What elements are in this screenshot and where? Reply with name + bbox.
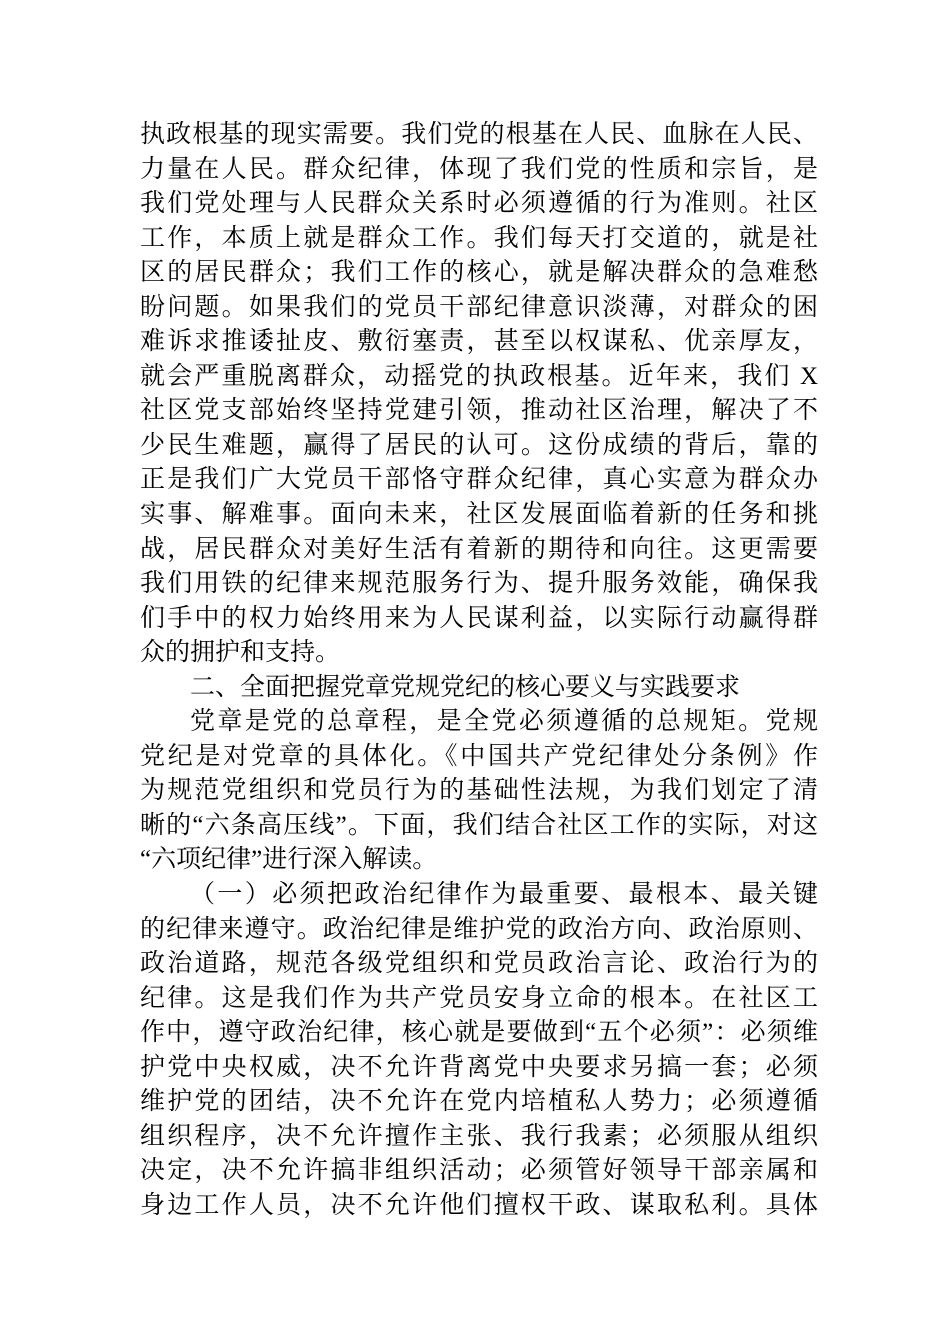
text-line: 我们党处理与人民群众关系时必须遵循的行为准则。社区 bbox=[140, 190, 818, 218]
section-heading-2 bbox=[140, 671, 818, 706]
text-line: “六项纪律”进行深入解读。 bbox=[140, 846, 438, 874]
text-column bbox=[140, 118, 818, 1224]
text-line: 纪律。这是我们作为共产党员安身立命的根本。在社区工 bbox=[140, 984, 818, 1012]
text-line: 众的拥护和支持。 bbox=[140, 639, 341, 667]
heading-line: 二、全面把握党章党规党纪的核心要义与实践要求 bbox=[190, 673, 741, 701]
text-line: 盼问题。如果我们的党员干部纪律意识淡薄，对群众的困 bbox=[140, 293, 818, 321]
text-line: 作中，遵守政治纪律，核心就是要做到“五个必须”：必须维 bbox=[140, 1019, 818, 1047]
text-line: 党纪是对党章的具体化。《中国共产党纪律处分条例》作 bbox=[140, 742, 818, 770]
text-line: 正是我们广大党员干部恪守群众纪律，真心实意为群众办 bbox=[140, 466, 818, 494]
text-line: 的纪律来遵守。政治纪律是维护党的政治方向、政治原则、 bbox=[140, 915, 818, 943]
text-line: 社区党支部始终坚持党建引领，推动社区治理，解决了不 bbox=[140, 397, 818, 425]
text-line: 维护党的团结，决不允许在党内培植私人势力；必须遵循 bbox=[140, 1088, 818, 1116]
paragraph-political-discipline bbox=[140, 878, 818, 1223]
text-line: 就会严重脱离群众，动摇党的执政根基。近年来，我们 X bbox=[140, 362, 818, 390]
text-line: 实事、解难事。面向未来，社区发展面临着新的任务和挑 bbox=[140, 501, 818, 529]
text-line: 少民生难题，赢得了居民的认可。这份成绩的背后，靠的 bbox=[140, 431, 818, 459]
text-line: 我们用铁的纪律来规范服务行为、提升服务效能，确保我 bbox=[140, 570, 818, 598]
text-line: 难诉求推诿扯皮、敷衍塞责，甚至以权谋私、优亲厚友， bbox=[140, 328, 818, 356]
text-line: 区的居民群众；我们工作的核心，就是解决群众的急难愁 bbox=[140, 259, 818, 287]
text-line: 身边工作人员，决不允许他们擅权干政、谋取私利。具体 bbox=[140, 1191, 818, 1219]
text-line: 执政根基的现实需要。我们党的根基在人民、血脉在人民、 bbox=[140, 121, 818, 148]
text-line: （一）必须把政治纪律作为最重要、最根本、最关键 bbox=[190, 881, 818, 909]
paragraph-party-constitution bbox=[140, 705, 818, 878]
text-line: 晰的“六条高压线”。下面，我们结合社区工作的实际，对这 bbox=[140, 811, 818, 839]
text-line: 党章是党的总章程，是全党必须遵循的总规矩。党规 bbox=[190, 708, 818, 736]
text-line: 政治道路，规范各级党组织和党员政治言论、政治行为的 bbox=[140, 950, 818, 978]
text-line: 决定，决不允许搞非组织活动；必须管好领导干部亲属和 bbox=[140, 1157, 818, 1185]
text-line: 战，居民群众对美好生活有着新的期待和向往。这更需要 bbox=[140, 535, 818, 563]
text-line: 为规范党组织和党员行为的基础性法规，为我们划定了清 bbox=[140, 777, 818, 805]
paragraph-continuation-groups-discipline bbox=[140, 118, 818, 671]
text-line: 工作，本质上就是群众工作。我们每天打交道的，就是社 bbox=[140, 224, 818, 252]
text-line: 组织程序，决不允许擅作主张、我行我素；必须服从组织 bbox=[140, 1122, 818, 1150]
text-line: 们手中的权力始终用来为人民谋利益，以实际行动赢得群 bbox=[140, 604, 818, 632]
text-line: 力量在人民。群众纪律，体现了我们党的性质和宗旨，是 bbox=[140, 155, 818, 183]
text-line: 护党中央权威，决不允许背离党中央要求另搞一套；必须 bbox=[140, 1053, 818, 1081]
